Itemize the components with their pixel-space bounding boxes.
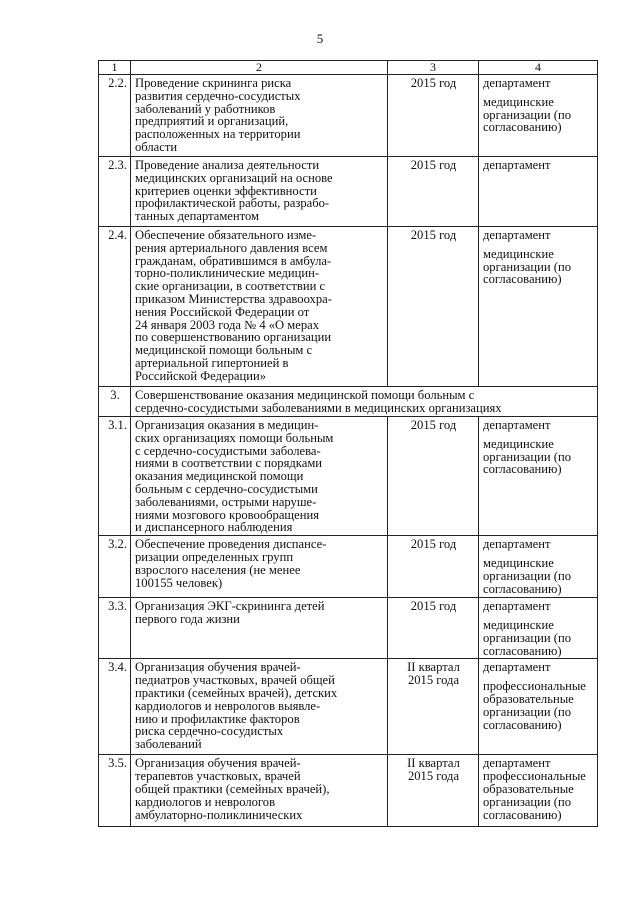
text_lines-line: ризации определенных групп: [135, 549, 294, 564]
executor_lines-line: департамент: [483, 756, 551, 771]
text_lines-line: первого года жизни: [135, 611, 240, 626]
executor_lines-line: организации (по: [483, 794, 571, 809]
text_lines-line: артериальной гипертонией в: [135, 355, 289, 370]
execution-period: [388, 755, 479, 827]
text_lines-line: заболеваний у работников: [135, 101, 276, 116]
text_lines-line: Обеспечение проведения диспансе-: [135, 537, 327, 552]
item-number: 2.2.: [99, 75, 131, 157]
executor_lines-line: медицинские: [483, 555, 554, 570]
text_lines-line: 100155 человек): [135, 575, 223, 590]
action-plan-table: [98, 60, 598, 827]
executor_lines-line: департамент: [483, 76, 551, 90]
item-number: 3.4.: [99, 659, 131, 755]
page-number: 5: [316, 31, 324, 46]
text_lines-line: ские организации, в соответствии с: [135, 279, 326, 294]
period_lines-line: 2015 года: [407, 769, 460, 784]
text_lines-line: терапевтов участковых, врачей: [135, 769, 301, 784]
execution-period: [388, 536, 479, 598]
executor_lines-line: образовательные: [483, 691, 574, 706]
text_lines-line: предприятий и организаций,: [135, 114, 289, 129]
executor_lines-line: согласованию): [483, 643, 562, 658]
period_lines-line: 2015 года: [407, 673, 460, 688]
text_lines-line: заболеваний: [135, 737, 202, 752]
item-number: 2.3.: [99, 157, 131, 227]
text_lines-line: общей практики (семейных врачей),: [135, 781, 330, 796]
text_lines-line: больным с сердечно-сосудистыми: [135, 481, 318, 496]
text_lines-line: кардиологов и неврологов выявле-: [135, 698, 321, 713]
executor_lines-line: согласованию): [483, 581, 562, 596]
text_lines-line: танных департаментом: [135, 209, 260, 224]
text_lines-line: оказания медицинской помощи: [135, 469, 304, 484]
period_lines-line: II квартал: [407, 660, 460, 675]
table-row: [99, 157, 598, 227]
column-header: 4: [479, 61, 598, 75]
responsible-executors: [479, 417, 598, 536]
table-row: [99, 227, 598, 387]
responsible-executors: [479, 157, 598, 227]
text_lines-line: ских организациях помощи больным: [135, 430, 334, 445]
measure-description: [131, 755, 388, 827]
execution-period: [388, 75, 479, 157]
item-number: 3.: [99, 387, 131, 417]
item-number: 2.4.: [99, 227, 131, 387]
measure-description: [131, 75, 388, 157]
executor_lines-line: согласованию): [483, 717, 562, 732]
executor_lines-line: организации (по: [483, 107, 571, 122]
text_lines-line: риска сердечно-сосудистых: [135, 724, 284, 739]
text_lines-line: развития сердечно-сосудистых: [135, 88, 301, 103]
executor_lines-line: департамент: [483, 599, 551, 614]
text_lines-line: области: [135, 139, 178, 154]
text_lines-line: Совершенствование оказания медицинской помощи больным с: [135, 388, 475, 402]
column-header: 3: [388, 61, 479, 75]
text_lines-line: гражданам, обратившимся в амбула-: [135, 253, 332, 268]
executor_lines-line: департамент: [483, 158, 551, 172]
executor_lines-line: организации (по: [483, 449, 571, 464]
responsible-executors: [479, 659, 598, 755]
executor_lines-line: медицинские: [483, 617, 554, 632]
table-row: [99, 536, 598, 598]
executor_lines-line: медицинские: [483, 246, 554, 261]
period_lines-line: II квартал: [407, 756, 460, 771]
text_lines-line: Российской Федерации»: [135, 368, 266, 383]
text_lines-line: Обеспечение обязательного изме-: [135, 228, 317, 242]
executor_lines-line: организации (по: [483, 630, 571, 645]
text_lines-line: и диспансерного наблюдения: [135, 520, 293, 535]
measure-description: [131, 659, 388, 755]
text_lines-line: заболеваниями, острыми наруше-: [135, 494, 317, 509]
table-row: [99, 417, 598, 536]
text_lines-line: Проведение анализа деятельности: [135, 158, 320, 172]
column-header: 1: [99, 61, 131, 75]
column-header: 2: [131, 61, 388, 75]
execution-period: [388, 417, 479, 536]
executor_lines-line: организации (по: [483, 704, 571, 719]
text_lines-line: расположенных на территории: [135, 127, 301, 142]
execution-period: [388, 227, 479, 387]
execution-period: [388, 598, 479, 659]
executor_lines-line: согласованию): [483, 807, 562, 822]
text_lines-line: амбулаторно-поликлинических: [135, 807, 303, 822]
section-title: [131, 387, 598, 417]
table-body: [99, 75, 598, 827]
executor_lines-line: департамент: [483, 660, 551, 675]
table-header-row: [99, 61, 598, 75]
responsible-executors: [479, 536, 598, 598]
item-number: 3.2.: [99, 536, 131, 598]
text_lines-line: Организация обучения врачей-: [135, 756, 301, 771]
text_lines-line: нию и профилактике факторов: [135, 711, 300, 726]
text_lines-line: Организация оказания в медицин-: [135, 418, 319, 432]
executor_lines-line: согласованию): [483, 462, 562, 477]
responsible-executors: [479, 755, 598, 827]
text_lines-line: Организация обучения врачей-: [135, 660, 301, 675]
responsible-executors: [479, 598, 598, 659]
responsible-executors: [479, 227, 598, 387]
period_lines-line: 2015 год: [410, 76, 457, 90]
text_lines-line: педиатров участковых, врачей общей: [135, 673, 335, 688]
period_lines-line: 2015 год: [410, 158, 457, 172]
table-row: [99, 75, 598, 157]
text_lines-line: по совершенствованию организации: [135, 330, 332, 345]
executor_lines-line: согласованию): [483, 272, 562, 287]
item-number: 3.1.: [99, 417, 131, 536]
executor_lines-line: департамент: [483, 418, 551, 432]
executor_lines-line: департамент: [483, 228, 551, 242]
measure-description: [131, 227, 388, 387]
period_lines-line: 2015 год: [410, 418, 457, 432]
text_lines-line: кардиологов и неврологов: [135, 794, 276, 809]
text_lines-line: профилактической работы, разрабо-: [135, 196, 330, 211]
text_lines-line: практики (семейных врачей), детских: [135, 685, 338, 700]
text_lines-line: рения артериального давления всем: [135, 240, 328, 255]
text_lines-line: Проведение скрининга риска: [135, 76, 292, 90]
text_lines-line: сердечно-сосудистыми заболеваниями в медицинских организациях: [135, 400, 502, 415]
measure-description: [131, 417, 388, 536]
text_lines-line: взрослого населения (не менее: [135, 562, 301, 577]
text_lines-line: нения Российской Федерации от: [135, 304, 310, 319]
text_lines-line: 24 января 2003 года № 4 «О мерах: [135, 317, 320, 332]
table-row: [99, 755, 598, 827]
item-number: 3.5.: [99, 755, 131, 827]
item-number: 3.3.: [99, 598, 131, 659]
section-row: [99, 387, 598, 417]
measure-description: [131, 536, 388, 598]
table-row: [99, 659, 598, 755]
text_lines-line: с сердечно-сосудистыми заболева-: [135, 443, 321, 458]
executor_lines-line: профессиональные: [483, 769, 586, 784]
executor_lines-line: организации (по: [483, 259, 571, 274]
text_lines-line: Организация ЭКГ-скрининга детей: [135, 599, 325, 614]
executor_lines-line: департамент: [483, 537, 551, 552]
execution-period: [388, 157, 479, 227]
executor_lines-line: медицинские: [483, 94, 554, 109]
period_lines-line: 2015 год: [410, 599, 457, 614]
executor_lines-line: образовательные: [483, 781, 574, 796]
text_lines-line: ниями мозгового кровообращения: [135, 507, 319, 522]
executor_lines-line: медицинские: [483, 436, 554, 451]
execution-period: [388, 659, 479, 755]
table-row: [99, 598, 598, 659]
measure-description: [131, 157, 388, 227]
text_lines-line: медицинской помощи больным с: [135, 343, 313, 358]
period_lines-line: 2015 год: [410, 228, 457, 242]
text_lines-line: торно-поликлинические медицин-: [135, 266, 320, 281]
executor_lines-line: согласованию): [483, 120, 562, 135]
responsible-executors: [479, 75, 598, 157]
measure-description: [131, 598, 388, 659]
text_lines-line: ниями в соответствии с порядками: [135, 456, 323, 471]
text_lines-line: медицинских организаций на основе: [135, 170, 333, 185]
period_lines-line: 2015 год: [410, 537, 457, 552]
text_lines-line: приказом Министерства здравоохра-: [135, 291, 332, 306]
executor_lines-line: организации (по: [483, 568, 571, 583]
text_lines-line: критериев оценки эффективности: [135, 183, 317, 198]
executor_lines-line: профессиональные: [483, 679, 586, 694]
